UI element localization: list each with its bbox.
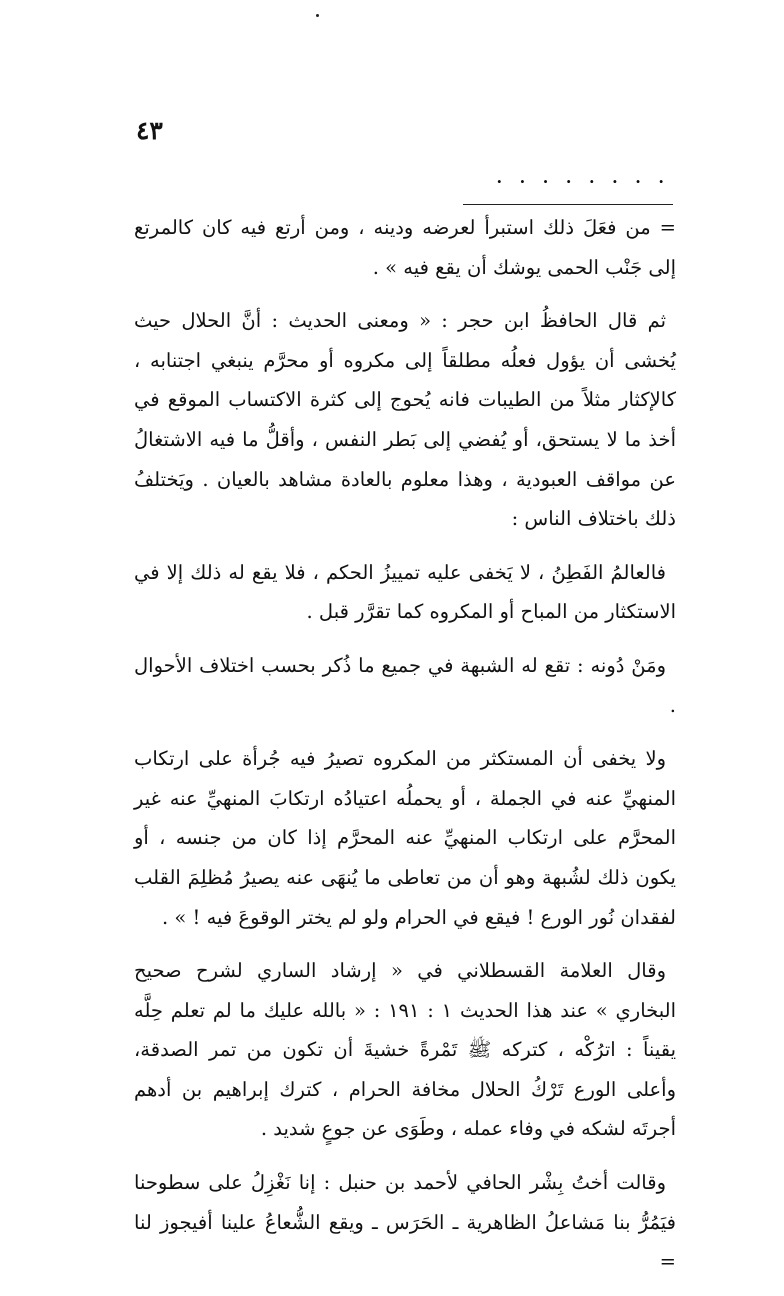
paragraph-others: ومَنْ دُونه : تقع له الشبهة في جميع ما ذُكر بحسب اختلاف الأحوال . xyxy=(134,653,676,717)
paragraph-continuation: = من فعَلَ ذلك استبرأ لعرضه ودينه ، ومن أرتع فيه كان كالمرتع إلى جَنْب الحمى يوشك أن يقع فيه » . xyxy=(134,216,676,279)
page-number: ٤٣ xyxy=(136,116,163,145)
page-text xyxy=(134,208,676,1296)
paragraph-makruh: ولا يخفى أن المستكثر من المكروه تصيرُ فيه جُرأة على ارتكاب المنهيِّ عنه في الجملة ، أو يحملُه اعتيادُه ارتكابَ المنهيِّ عنه غير المحرَّم على ارتكاب المنهيِّ عنه المحرَّم إذا كان من جنسه ، أو يكون ذلك لشُبهة وهو أن من تعاطى ما يُنهَى عنه يصيرُ مُظلِمَ القلب لفقدان نُور الورع ! فيقع في الحرام ولو لم يختر الوقوعَ فيه ! » . xyxy=(134,747,676,929)
scan-speck xyxy=(316,14,319,17)
paragraph-qastallani: وقال العلامة القسطلاني في « إرشاد الساري لشرح صحيح البخاري » عند هذا الحديث ١ : ١٩١ : « بالله عليك ما لم تعلم حِلَّه يقيناً : اترُكْه ، كتركه ﷺ تَمْرةً خشيةَ أن تكون من تمر الصدقة، وأعلى الورع تَرْكُ الحلال مخافة الحرام ، كترك إبراهيم بن أدهم أجرتَه لشكه في وفاء عمله ، وطَوَى عن جوعٍ شديد . xyxy=(134,959,676,1141)
footnote-rule xyxy=(463,204,673,205)
paragraph-scholar: فالعالمُ الفَطِنُ ، لا يَخفى عليه تمييزُ الحكم ، فلا يقع له ذلك إلا في الاستكثار من المباح أو المكروه كما تقرَّر قبل . xyxy=(134,560,676,624)
paragraph-ibn-hajar: ثم قال الحافظُ ابن حجر : « ومعنى الحديث : أنَّ الحلال حيث يُخشى أن يؤول فعلُه مطلقاً إلى مكروه أو محرَّم ينبغي اجتنابه ، كالإكثار مثلاً من الطيبات فانه يُحوج إلى كثرة الاكتساب الموقع في أخذ ما لا يستحق، أو يُفضي إلى بَطر النفس ، وأقلُّ ما فيه الاشتغالُ عن مواقف العبودية ، وهذا معلوم بالعادة مشاهد بالعيان . ويَختلفُ ذلك باختلاف الناس : xyxy=(134,309,676,531)
separator-dots: . . . . . . . . xyxy=(496,168,670,187)
paragraph-bishr-sister: وقالت أختُ بِشْر الحافي لأحمد بن حنبل : إنا نَغْزِلُ على سطوحنا فيَمُرُّ بنا مَشاعلُ الظاهرية ـ الحَرَس ـ ويقع الشُّعاعُ علينا أفيجوز لنا = xyxy=(134,1171,676,1274)
